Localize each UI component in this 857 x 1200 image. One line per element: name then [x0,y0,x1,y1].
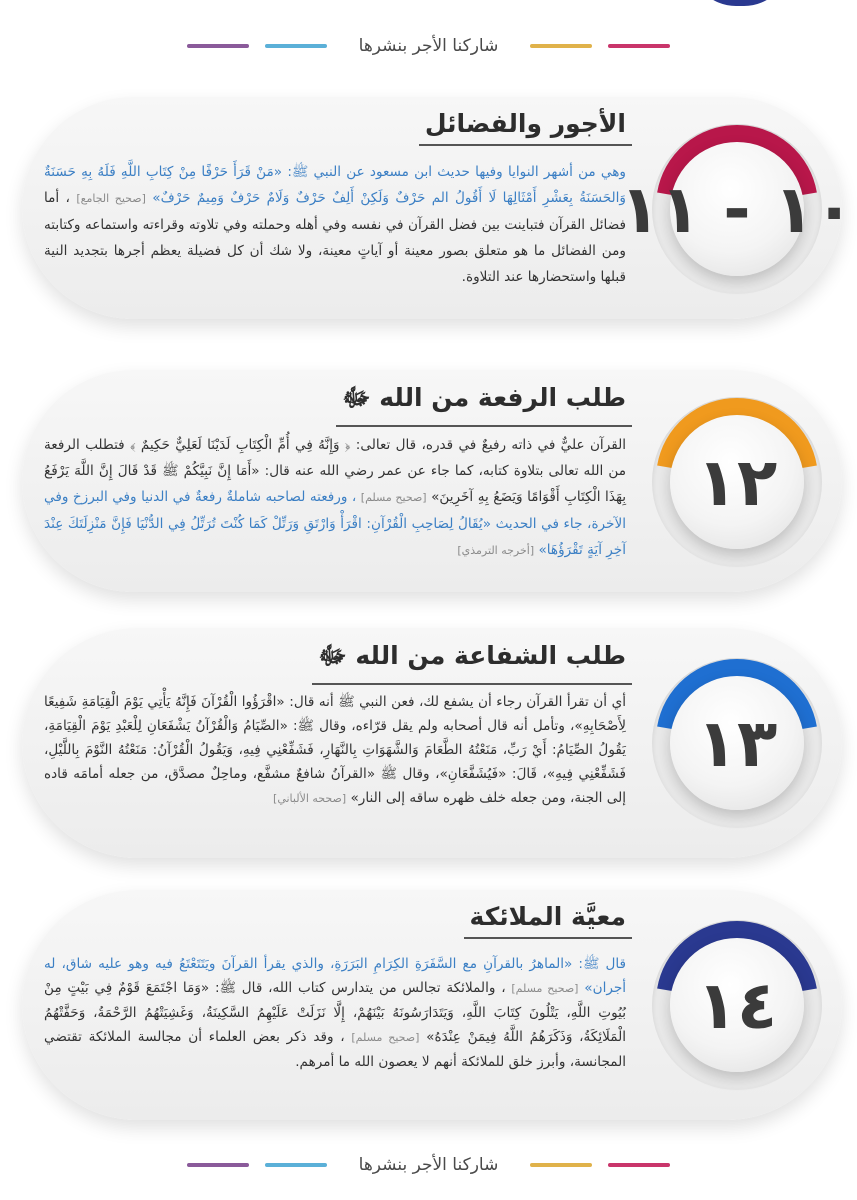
share-banner-bottom [0,1145,857,1185]
divider-line [608,1163,670,1167]
divider-line [530,44,592,48]
body-text: ، وقد ذكر بعض العلماء أن مجالسة الملائكة تقتضي المجانسة، وأبرز خلق للملائكة أنهم لا يعصون الله ما أمرهم. [44,1029,626,1070]
card-number: ١٣ [696,704,778,782]
reference: [صحيح مسلم] [360,491,427,504]
hadith-text: وهي من أشهر النوايا وفيها حديث ابن مسعود عن النبي ﷺ: «مَنْ قَرَأَ حَرْفًا مِنْ كِتَابِ اللَّهِ فَلَهُ بِهِ حَسَنَةٌ وَالحَسَنَةُ بِعَشْرِ أَمْثَالِهَا لَا أَقُولُ الم حَرْفٌ وَلَكِنْ أَلِفٌ حَرْفٌ وَلَامٌ حَرْفٌ وَمِيمٌ حَرْفٌ» [44,164,626,206]
hadith-text: ، ورفعته لصاحبه شاملةٌ رفعةٌ في الدنيا وفي البرزخ وفي الآخرة، جاء في الحديث «يُقَالُ لِصَاحِبِ الْقُرْآنِ: اقْرَأْ وَارْتَقِ وَرَتِّلْ كَمَا كُنْتَ تُرَتِّلُ فِي الدُّنْيَا فَإِنَّ مَنْزِلَتَكَ عِنْدَ آخِرِ آيَةٍ تَقْرَؤُهَا» [44,489,626,558]
reference: [صححه الألباني] [273,792,347,805]
reference: [صحيح مسلم] [351,1031,420,1044]
card-intercession [22,628,842,858]
card-number: ١٢ [696,443,778,521]
card-number: ١٤ [696,966,778,1044]
divider-line [265,1163,327,1167]
body-text: أي أن تقرأ القرآن رجاء أن يشفع لك، فعن النبي ﷺ أنه قال: «اقْرَؤُوا الْقُرْآنَ فَإِنَّهُ يَأْتِي يَوْمَ الْقِيَامَةِ شَفِيعًا لِأَصْحَابِهِ»، وتأمل أنه قال أصحابه ولم يقل قرّاءه، وقال ﷺ: «الصِّيَامُ وَالْقُرْآنُ يَشْفَعَانِ لِلْعَبْدِ يَوْمَ الْقِيَامَةِ، يَقُولُ الصِّيَامُ: أَيْ رَبِّ، مَنَعْتُهُ الطَّعَامَ وَالشَّهَوَاتِ بِالنَّهَارِ، فَشَفِّعْنِي فِيهِ، وَيَقُولُ الْقُرْآنُ: مَنَعْتُهُ النَّوْمَ بِاللَّيْلِ، فَشَفِّعْنِي فِيهِ»، قَالَ: «فَيُشَفَّعَانِ»، وقال ﷺ «القرآنُ شافعٌ مشفَّع، وماحِلٌ مصدَّق، من جعله أمامَه قاده إلى الجنة، ومن جعله خلف ظهره ساقه إلى النار» [44,694,626,806]
reference: [أخرجه الترمذي] [457,544,535,557]
share-label: شاركنا الأجر بنشرها [358,36,499,56]
card-title: معيَّة الملائكة [464,902,632,939]
number-badge [619,124,855,294]
card-body [44,432,626,564]
divider-line [608,44,670,48]
reference: [صحيح مسلم] [511,982,579,995]
body-text: ، أما فضائل القرآن فتباينت بين فضل القرآن في نفسه وفي أهله وحملته وفي تلاوته وقراءته واستماعه وكتابته ومن الفضائل ما هو متعلق بصور معينة أو آياتٍ معينة، ولا شك أن كل فضيلة يعظم أجرها بتجديد النية قبلها واستحضارها عند التلاوة. [44,190,626,285]
card-elevation [22,370,842,592]
number-badge [652,920,822,1090]
card-body [44,159,626,290]
card-number: ١٠ - ١١ [619,170,855,248]
card-angels [22,890,842,1120]
card-title: طلب الشفاعة من الله ﷻ [312,640,632,685]
card-body [44,690,626,811]
reference: [صحيح الجامع] [76,192,146,205]
card-body [44,952,626,1074]
divider-line [530,1163,592,1167]
card-title: طلب الرفعة من الله ﷻ [336,382,632,427]
number-badge [652,397,822,567]
card-title: الأجور والفضائل [419,109,632,146]
divider-line [187,1163,249,1167]
hadith-text: قال ﷺ: «الماهرُ بالقرآنِ مع السَّفَرَةِ الكِرَامِ البَرَرَةِ، والذي يقرأ القرآنَ ويَتَتَعْتَعُ فيه وهو عليه شاق، له أجران» [44,956,627,996]
body-text: ، والملائكة تجالس من يتدارس كتاب الله، قال ﷺ: «وَمَا اجْتَمَعَ قَوْمٌ فِي بَيْتٍ مِنْ بُيُوتِ اللَّهِ، يَتْلُونَ كِتَابَ اللَّهِ، وَيَتَدَارَسُونَهُ بَيْنَهُمْ، إِلَّا نَزَلَتْ عَلَيْهِمُ السَّكِينَةُ، وَغَشِيَتْهُمُ الرَّحْمَةُ، وَحَفَّتْهُمُ الْمَلَائِكَةُ، وَذَكَرَهُمُ اللَّهُ فِيمَنْ عِنْدَهُ» [44,980,626,1045]
divider-line [187,44,249,48]
share-label: شاركنا الأجر بنشرها [358,1155,499,1175]
body-text: القرآن عليٌّ في ذاته رفيعٌ في قدره، قال تعالى: ﴿ وَإِنَّهُ فِي أُمِّ الْكِتَابِ لَدَيْنَا لَعَلِيٌّ حَكِيمٌ ﴾ فتطلب الرفعة من الله تعالى بتلاوة كتابه، كما جاء عن عمر رضي الله عنه قال: «أَمَا إِنَّ نَبِيَّكُمْ ﷺ قَدْ قَالَ إِنَّ اللَّهَ يَرْفَعُ بِهَذَا الْكِتَابِ أَقْوَامًا وَيَضَعُ بِهِ آخَرِينَ» [44,437,627,505]
card-rewards [22,97,855,319]
divider-line [265,44,327,48]
share-banner-top [0,26,857,66]
number-badge [652,658,822,828]
previous-card-stub [690,0,790,6]
